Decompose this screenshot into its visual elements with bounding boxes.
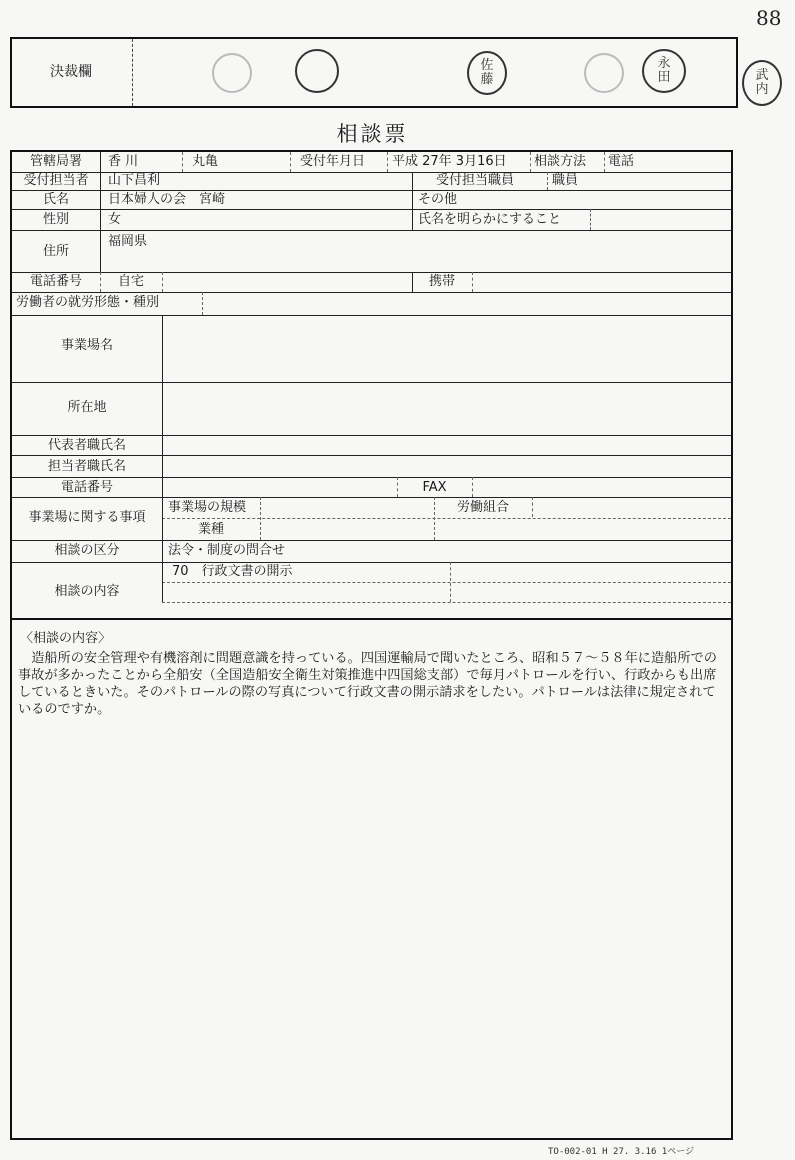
fax-label: FAX (422, 480, 447, 495)
location-label: 所在地 (67, 400, 107, 415)
seal-3: 佐 藤 (467, 51, 507, 95)
workplace-matters-label: 事業場に関する事項 (28, 510, 146, 525)
mobile-label: 携帯 (428, 274, 455, 289)
name-value: 日本婦人の会 宮崎 (108, 192, 226, 207)
method-label: 相談方法 (534, 154, 587, 169)
page-number: 88 (756, 6, 782, 30)
gender-value: 女 (108, 212, 122, 227)
home-phone-label: 自宅 (117, 274, 144, 289)
disclose-name-label: 氏名を明らかにすること (418, 212, 562, 227)
approval-box (10, 37, 738, 108)
received-date: 平成 27年 3月16日 (392, 154, 507, 169)
workplace-name-label: 事業場名 (60, 338, 113, 353)
category-label: 相談の区分 (54, 543, 120, 558)
name-label: 氏名 (42, 192, 69, 207)
seal-1 (212, 53, 252, 93)
contact-person-label: 担当者職氏名 (47, 459, 126, 474)
representative-label: 代表者職氏名 (47, 438, 126, 453)
seal-4 (584, 53, 624, 93)
receiver-label: 受付担当者 (23, 173, 89, 188)
consultation-form (10, 150, 733, 620)
gender-label: 性別 (42, 212, 69, 227)
receiver-staff-value: 職員 (552, 173, 579, 188)
industry-label: 業種 (198, 522, 225, 537)
approval-divider (132, 39, 133, 106)
office-branch: 丸亀 (192, 154, 219, 169)
scale-label: 事業場の規模 (168, 500, 247, 515)
receiver-staff-label: 受付担当職員 (436, 173, 515, 188)
content-body: 造船所の安全管理や有機溶剤に問題意識を持っている。四国運輸局で聞いたところ、昭和５７～５８年に造船所での事故が多かったことから全船安（全国造船安全衛生対策推進中四国総支部）で毎月パトロールを行い、行政からも出席しているときいた。そのパトロールの際の写真について行政文書の開示請求をしたい。パトロールは法律に規定されているのですか。 (18, 651, 717, 717)
category-value: 法令・制度の問合せ (168, 543, 286, 558)
consult-content-code: 70 行政文書の開示 (172, 564, 293, 579)
office-prefecture: 香 川 (108, 154, 139, 169)
received-date-label: 受付年月日 (300, 154, 366, 169)
workplace-phone-label: 電話番号 (60, 480, 113, 495)
seal-2 (295, 49, 339, 93)
consult-content-label: 相談の内容 (54, 584, 120, 599)
seal-5: 永 田 (642, 49, 686, 93)
union-label: 労働組合 (456, 500, 509, 515)
office-label: 管轄局署 (29, 154, 82, 169)
phone-label: 電話番号 (29, 274, 82, 289)
content-heading: 〈相談の内容〉 (20, 631, 112, 646)
address-value: 福岡県 (108, 234, 148, 249)
employment-type-label: 労働者の就労形態・種別 (16, 295, 160, 310)
receiver-value: 山下昌利 (108, 173, 161, 188)
other-label: その他 (418, 192, 458, 207)
form-title: 相談票 (336, 122, 409, 146)
approval-label: 決裁欄 (50, 64, 92, 80)
footer-code: TO-002-01 H 27. 3.16 1ページ (548, 1147, 695, 1157)
address-label: 住所 (42, 244, 69, 259)
seal-6: 武 内 (742, 60, 782, 106)
method-value: 電話 (608, 154, 635, 169)
